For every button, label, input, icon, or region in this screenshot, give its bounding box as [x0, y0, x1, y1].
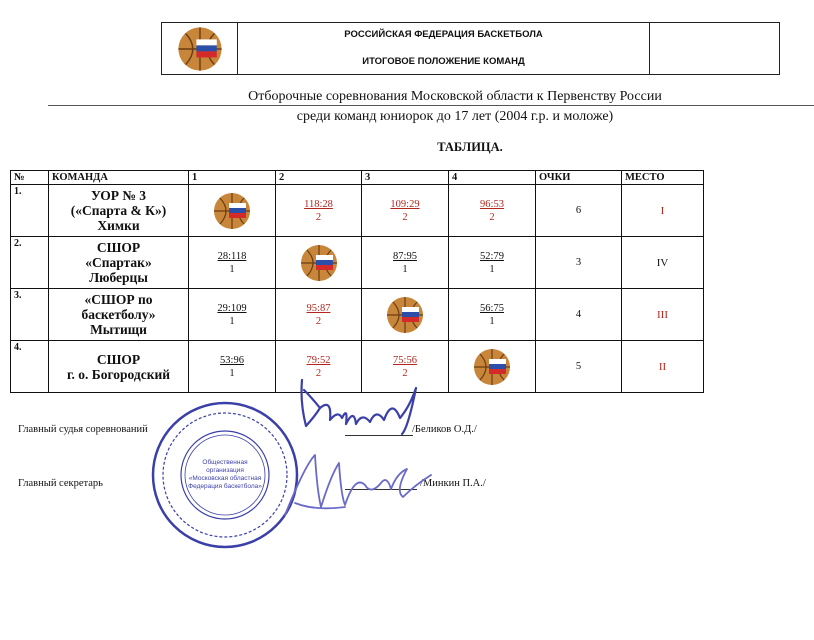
final-place: III	[622, 289, 704, 341]
table-row	[11, 237, 704, 289]
title-rule	[48, 105, 814, 106]
secretary-name: /Минкин П.А./	[420, 478, 486, 489]
match-result-cell	[189, 341, 276, 393]
final-place: II	[622, 341, 704, 393]
team-name-line: «Спартак»	[85, 255, 152, 270]
match-score: 53:96	[220, 354, 244, 366]
judge-label: Главный судья соревнований	[18, 424, 148, 435]
stamp-text-line: Общественная	[202, 459, 248, 466]
match-points: 2	[402, 367, 408, 379]
stamp-text-line: Федерация баскетбола»	[188, 483, 262, 490]
row-number: 1.	[11, 185, 49, 237]
match-points: 1	[489, 263, 495, 275]
standings-table	[10, 170, 704, 393]
team-name-line: СШОР	[96, 240, 141, 255]
document-type: ИТОГОВОЕ ПОЛОЖЕНИЕ КОМАНД	[362, 56, 525, 67]
col-header-points: ОЧКИ	[536, 171, 622, 185]
col-header-number: №	[11, 171, 49, 185]
match-result-cell	[449, 237, 536, 289]
table-header-row	[11, 171, 704, 185]
match-result-cell	[189, 237, 276, 289]
match-result-cell	[276, 185, 362, 237]
match-points: 1	[229, 263, 235, 275]
official-stamp	[150, 400, 300, 550]
match-result-cell	[189, 289, 276, 341]
match-points: 2	[315, 315, 322, 327]
col-header-4: 4	[449, 171, 536, 185]
match-points: 1	[402, 263, 408, 275]
match-points: 1	[489, 315, 495, 327]
match-points: 2	[489, 211, 495, 223]
team-name	[49, 341, 189, 393]
match-points: 2	[315, 211, 322, 223]
total-points: 3	[536, 237, 622, 289]
federation-logo-icon	[472, 347, 512, 387]
final-place: I	[622, 185, 704, 237]
federation-logo-icon	[299, 243, 339, 283]
match-score: 28:118	[217, 250, 247, 262]
secretary-signature-line	[345, 489, 417, 490]
federation-logo-icon	[176, 25, 224, 73]
match-score: 75:56	[393, 354, 417, 366]
stamp-text-line: «Московская областная	[188, 475, 262, 482]
stamp-text-line: организация	[206, 467, 244, 474]
team-name	[49, 185, 189, 237]
match-result-cell	[449, 185, 536, 237]
match-points: 1	[229, 367, 235, 379]
team-name-line: баскетболу»	[81, 307, 156, 322]
self-match-cell	[189, 185, 276, 237]
match-score: 56:75	[480, 302, 504, 314]
total-points: 6	[536, 185, 622, 237]
team-name-line: Мытищи	[90, 322, 147, 337]
match-score: 95:87	[306, 302, 331, 314]
team-name-line: СШОР	[96, 351, 141, 367]
document-header	[161, 22, 780, 75]
self-match-cell	[276, 237, 362, 289]
self-match-cell	[362, 289, 449, 341]
team-name-line: Химки	[97, 218, 140, 233]
federation-name: РОССИЙСКАЯ ФЕДЕРАЦИЯ БАСКЕТБОЛА	[344, 29, 543, 40]
team-name-line: г. о. Богородский	[66, 366, 171, 382]
match-score: 96:53	[480, 198, 504, 210]
match-points: 2	[402, 211, 408, 223]
col-header-3: 3	[362, 171, 449, 185]
final-place: IV	[622, 237, 704, 289]
row-number: 4.	[11, 341, 49, 393]
federation-logo-icon	[212, 191, 252, 231]
team-name-line: УОР № 3	[90, 188, 147, 203]
judge-name: /Беликов О.Д./	[412, 424, 477, 435]
match-score: 52:79	[480, 250, 504, 262]
team-name	[49, 237, 189, 289]
federation-logo-icon	[385, 295, 425, 335]
match-points: 1	[229, 315, 235, 327]
total-points: 5	[536, 341, 622, 393]
header-empty-cell	[649, 23, 779, 74]
team-name-line: «СШОР по	[84, 292, 153, 307]
row-number: 3.	[11, 289, 49, 341]
team-name-line: («Спарта & К»)	[70, 203, 167, 218]
match-result-cell	[276, 289, 362, 341]
table-row	[11, 289, 704, 341]
competition-subtitle: среди команд юниорок до 17 лет (2004 г.р. и моложе)	[296, 109, 614, 124]
stamp-text	[150, 400, 300, 550]
match-score: 79:52	[306, 354, 331, 366]
col-header-2: 2	[276, 171, 362, 185]
match-result-cell	[362, 237, 449, 289]
match-score: 29:109	[217, 302, 247, 314]
match-result-cell	[449, 289, 536, 341]
self-match-cell	[449, 341, 536, 393]
match-score: 87:95	[393, 250, 417, 262]
row-number: 2.	[11, 237, 49, 289]
match-score: 109:29	[390, 198, 420, 210]
total-points: 4	[536, 289, 622, 341]
table-row	[11, 185, 704, 237]
team-name	[49, 289, 189, 341]
match-score: 118:28	[304, 198, 333, 210]
match-result-cell	[276, 341, 362, 393]
col-header-team: КОМАНДА	[49, 171, 189, 185]
secretary-label: Главный секретарь	[18, 478, 103, 489]
competition-title: Отборочные соревнования Московской области к Первенству России	[248, 89, 662, 104]
judge-signature-line	[345, 435, 413, 436]
table-row	[11, 341, 704, 393]
col-header-1: 1	[189, 171, 276, 185]
header-logo-cell	[162, 23, 238, 74]
match-result-cell	[362, 341, 449, 393]
team-name-line: Люберцы	[89, 270, 148, 285]
table-caption: ТАБЛИЦА.	[437, 140, 503, 154]
match-result-cell	[362, 185, 449, 237]
col-header-place: МЕСТО	[622, 171, 704, 185]
match-points: 2	[315, 367, 322, 379]
